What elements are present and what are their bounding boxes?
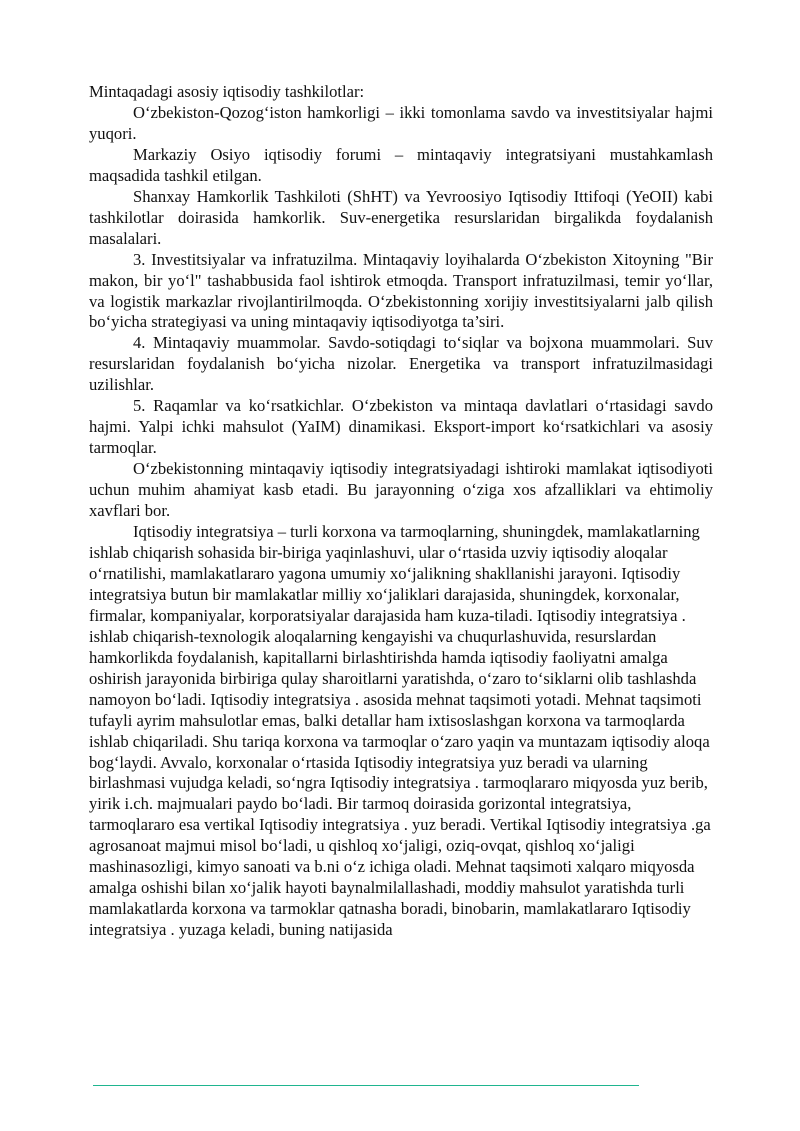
paragraph-problems: 4. Mintaqaviy muammolar. Savdo-sotiqdagi to‘siqlar va bojxona muammolari. Suv resurslaridan foydalanish bo‘yicha nizolar. Energetika va transport infratuzilmasidagi uzilishlar. [89, 333, 713, 395]
paragraph-figures: 5. Raqamlar va ko‘rsatkichlar. O‘zbekiston va mintaqa davlatlari o‘rtasidagi savdo hajmi. Yalpi ichki mahsulot (YaIM) dinamikasi. Eksport-import ko‘rsatkichlari va asosiy tarmoqlar. [89, 396, 713, 458]
paragraph-uz-kz: O‘zbekiston-Qozog‘iston hamkorligi – ikki tomonlama savdo va investitsiyalar hajmi yuqori. [89, 102, 713, 143]
document-body [89, 82, 713, 941]
paragraph-definition: Iqtisodiy integratsiya – turli korxona va tarmoqlarning, shuningdek, mamlakatlarning ishlab chiqarish sohasida bir-biriga yaqinlashuvi, ular o‘rtasida uzviy iqtisodiy aloqalar o‘rnatilishi, mamlakatlararo yagona umumiy xo‘jalikning shakllanishi jarayoni. Iqtisodiy integratsiya butun bir mamlakatlar milliy xo‘jaliklari darajasida, shuningdek, korxonalar, firmalar, kompaniyalar, korporatsiyalar darajasida ham kuza-tiladi. Iqtisodiy integratsiya . ishlab chiqarish-texnologik aloqalarning kengayishi va chuqurlashuvida, resurslardan hamkorlikda foydalanish, kapitallarni birlashtirishda hamda iqtisodiy faoliyatni amalga oshirish jarayonida birbiriga qulay sharoitlarni yaratishda, o‘zaro to‘siklarni olib tashlashda namoyon bo‘ladi. Iqtisodiy integratsiya . asosida mehnat taqsimoti yotadi. Mehnat taqsimoti tufayli ayrim mahsulotlar emas, balki detallar ham ixtisoslashgan korxona va tarmoqlarda ishlab chiqariladi. Shu tariqa korxona va tarmoqlar o‘zaro yaqin va muntazam iqtisodiy aloqa bog‘laydi. Avvalo, korxonalar o‘rtasida Iqtisodiy integratsiya yuz beradi va ularning birlashmasi vujudga keladi, so‘ngra Iqtisodiy integratsiya . tarmoqlararo miqyosda yuz berib, yirik i.ch. majmualari paydo bo‘ladi. Bir tarmoq doirasida gorizontal integratsiya, tarmoqlararo esa vertikal Iqtisodiy integratsiya . yuz beradi. Vertikal Iqtisodiy integratsiya .ga agrosanoat majmui misol bo‘ladi, u qishloq xo‘jaligi, oziq-ovqat, qishloq xo‘jaligi mashinasozligi, kimyo sanoati va b.ni o‘z ichiga oladi. Mehnat taqsimoti xalqaro miqyosda amalga oshishi bilan xo‘jalik hayoti baynalmilallashadi, moddiy mahsulot yaratishda turli mamlakatlarda korxona va tarmoklar qatnasha boradi, binobarin, mamlakatlararo Iqtisodiy integratsiya . yuzaga keladi, buning natijasida [89, 522, 711, 940]
paragraph-investments: 3. Investitsiyalar va infratuzilma. Mintaqaviy loyihalarda O‘zbekiston Xitoyning "Bir makon, bir yo‘l" tashabbusida faol ishtirok etmoqda. Transport infratuzilmasi, temir yo‘llar, va logistik markazlar rivojlantirilmoqda. O‘zbekistonning xorijiy investitsiyalarni jalb qilish bo‘yicha strategiyasi va uning mintaqaviy iqtisodiyotga ta’siri. [89, 249, 713, 332]
paragraph-sco: Shanxay Hamkorlik Tashkiloti (ShHT) va Yevroosiyo Iqtisodiy Ittifoqi (YeOII) kabi tashkilotlar doirasida hamkorlik. Suv-energetika resurslaridan birgalikda foydalanish masalalari. [89, 186, 713, 248]
paragraph-participation: O‘zbekistonning mintaqaviy iqtisodiy integratsiyadagi ishtiroki mamlakat iqtisodiyoti uchun muhim ahamiyat kasb etadi. Bu jarayonning o‘ziga xos afzalliklari va ehtimoliy xavflari bor. [89, 459, 713, 521]
paragraph-intro: Mintaqadagi asosiy iqtisodiy tashkilotlar: [89, 82, 365, 101]
footer-divider [93, 1085, 639, 1086]
paragraph-forum: Markaziy Osiyo iqtisodiy forumi – mintaqaviy integratsiyani mustahkamlash maqsadida tashkil etilgan. [89, 144, 713, 185]
